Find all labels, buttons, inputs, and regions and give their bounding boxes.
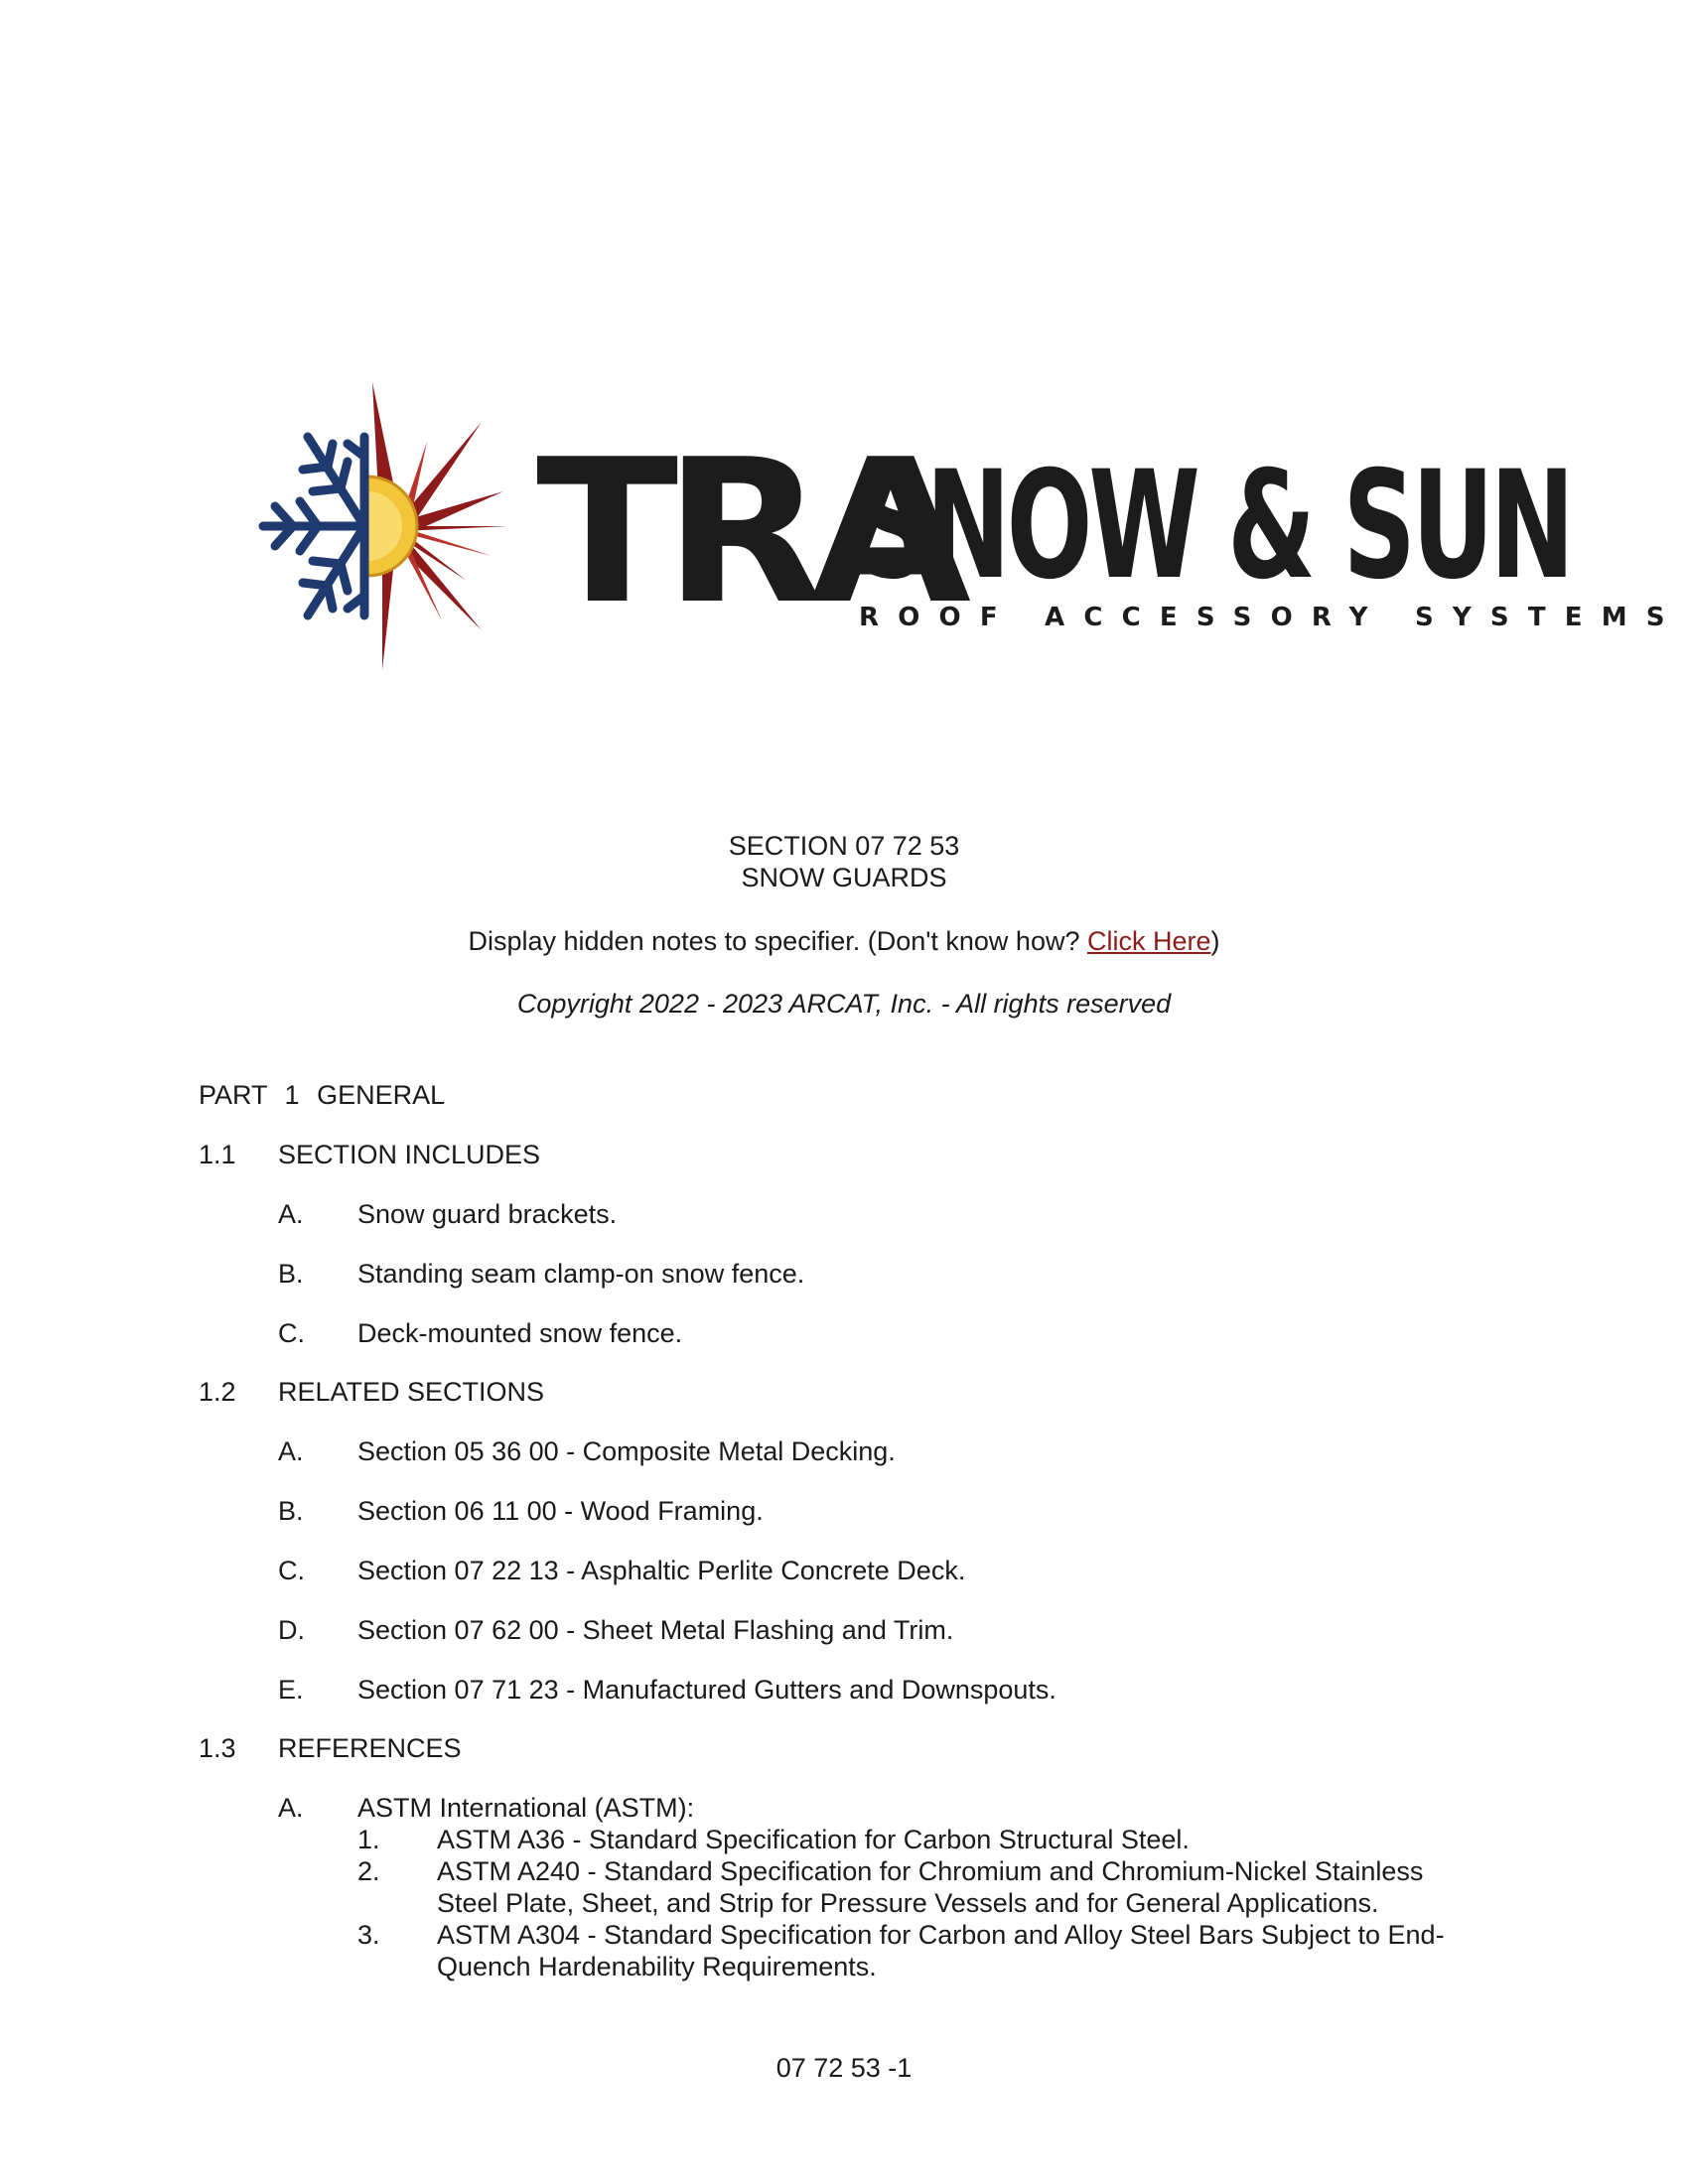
- list-item: [278, 1317, 1470, 1349]
- click-here-link[interactable]: Click Here: [1086, 926, 1211, 956]
- sub-list-item: [357, 1824, 1499, 1855]
- specifier-notes-text: Display hidden notes to specifier. (Don't know how?: [468, 926, 1087, 956]
- article-title: RELATED SECTIONS: [278, 1377, 545, 1407]
- part-heading: [199, 1079, 445, 1111]
- article-number: 1.3: [199, 1733, 236, 1763]
- item-text: Section 07 71 23 - Manufactured Gutters and Downspouts.: [357, 1675, 1056, 1705]
- list-item: [278, 1435, 1470, 1467]
- item-letter: B.: [278, 1259, 304, 1289]
- article-heading: [199, 1376, 1489, 1408]
- sub-item-number: 3.: [357, 1920, 380, 1950]
- list-item: [278, 1258, 1470, 1290]
- item-text: Standing seam clamp-on snow fence.: [357, 1259, 805, 1289]
- sub-item-text-continued: Steel Plate, Sheet, and Strip for Pressure Vessels and for General Applications.: [437, 1888, 1379, 1918]
- item-text: Section 07 22 13 - Asphaltic Perlite Concrete Deck.: [357, 1556, 966, 1585]
- section-number: SECTION 07 72 53: [728, 831, 960, 861]
- part-title: GENERAL: [317, 1080, 446, 1110]
- list-item: [278, 1674, 1470, 1706]
- item-text: Deck-mounted snow fence.: [357, 1318, 683, 1348]
- sub-list-item: [357, 1919, 1499, 1982]
- article-number: 1.2: [199, 1377, 236, 1407]
- sub-item-text: ASTM A36 - Standard Specification for Carbon Structural Steel.: [437, 1825, 1190, 1854]
- specifier-notes-line: [0, 925, 1688, 957]
- brand-name-wordmark: SNOW & SUN: [857, 440, 1571, 613]
- sub-item-text-continued: Quench Hardenability Requirements.: [437, 1952, 877, 1981]
- article-heading: [199, 1139, 1489, 1170]
- item-letter: E.: [278, 1675, 304, 1705]
- list-item: [278, 1198, 1470, 1230]
- item-letter: C.: [278, 1556, 305, 1585]
- item-letter: A.: [278, 1793, 304, 1823]
- section-title: SNOW GUARDS: [741, 863, 947, 892]
- sub-item-text: ASTM A304 - Standard Specification for Carbon and Alloy Steel Bars Subject to End-: [437, 1920, 1445, 1950]
- item-letter: A.: [278, 1199, 304, 1229]
- item-letter: B.: [278, 1496, 304, 1526]
- article-number: 1.1: [199, 1140, 236, 1169]
- brand-tra-wordmark: TRA: [536, 417, 957, 648]
- snow-sun-emblem-icon: [253, 382, 511, 670]
- brand-tagline: ROOF ACCESSORY SYSTEMS: [859, 603, 1684, 632]
- sub-item-number: 1.: [357, 1825, 380, 1854]
- item-letter: A.: [278, 1436, 304, 1466]
- list-item: [278, 1555, 1470, 1586]
- article-title: REFERENCES: [278, 1733, 462, 1763]
- item-text: Section 07 62 00 - Sheet Metal Flashing and Trim.: [357, 1615, 954, 1645]
- article-title: SECTION INCLUDES: [278, 1140, 541, 1169]
- item-text: ASTM International (ASTM):: [357, 1793, 695, 1823]
- list-item: [278, 1495, 1470, 1527]
- part-number: 1: [284, 1080, 300, 1110]
- item-text: Section 06 11 00 - Wood Framing.: [357, 1496, 764, 1526]
- specifier-notes-close: ): [1210, 926, 1220, 956]
- part-label: PART: [199, 1080, 268, 1110]
- sub-list-item: [357, 1855, 1499, 1919]
- item-letter: D.: [278, 1615, 305, 1645]
- sub-item-number: 2.: [357, 1856, 380, 1886]
- sub-item-text: ASTM A240 - Standard Specification for Chromium and Chromium-Nickel Stainless: [437, 1856, 1424, 1886]
- item-text: Section 05 36 00 - Composite Metal Decking.: [357, 1436, 896, 1466]
- article-heading: [199, 1732, 1489, 1764]
- list-item: [278, 1614, 1470, 1646]
- company-logo: [253, 382, 1684, 670]
- copyright-notice: Copyright 2022 - 2023 ARCAT, Inc. - All rights reserved: [516, 989, 1172, 1019]
- page-number: 07 72 53 -1: [775, 2053, 913, 2083]
- list-item: [278, 1792, 1470, 1824]
- item-letter: C.: [278, 1318, 305, 1348]
- item-text: Snow guard brackets.: [357, 1199, 618, 1229]
